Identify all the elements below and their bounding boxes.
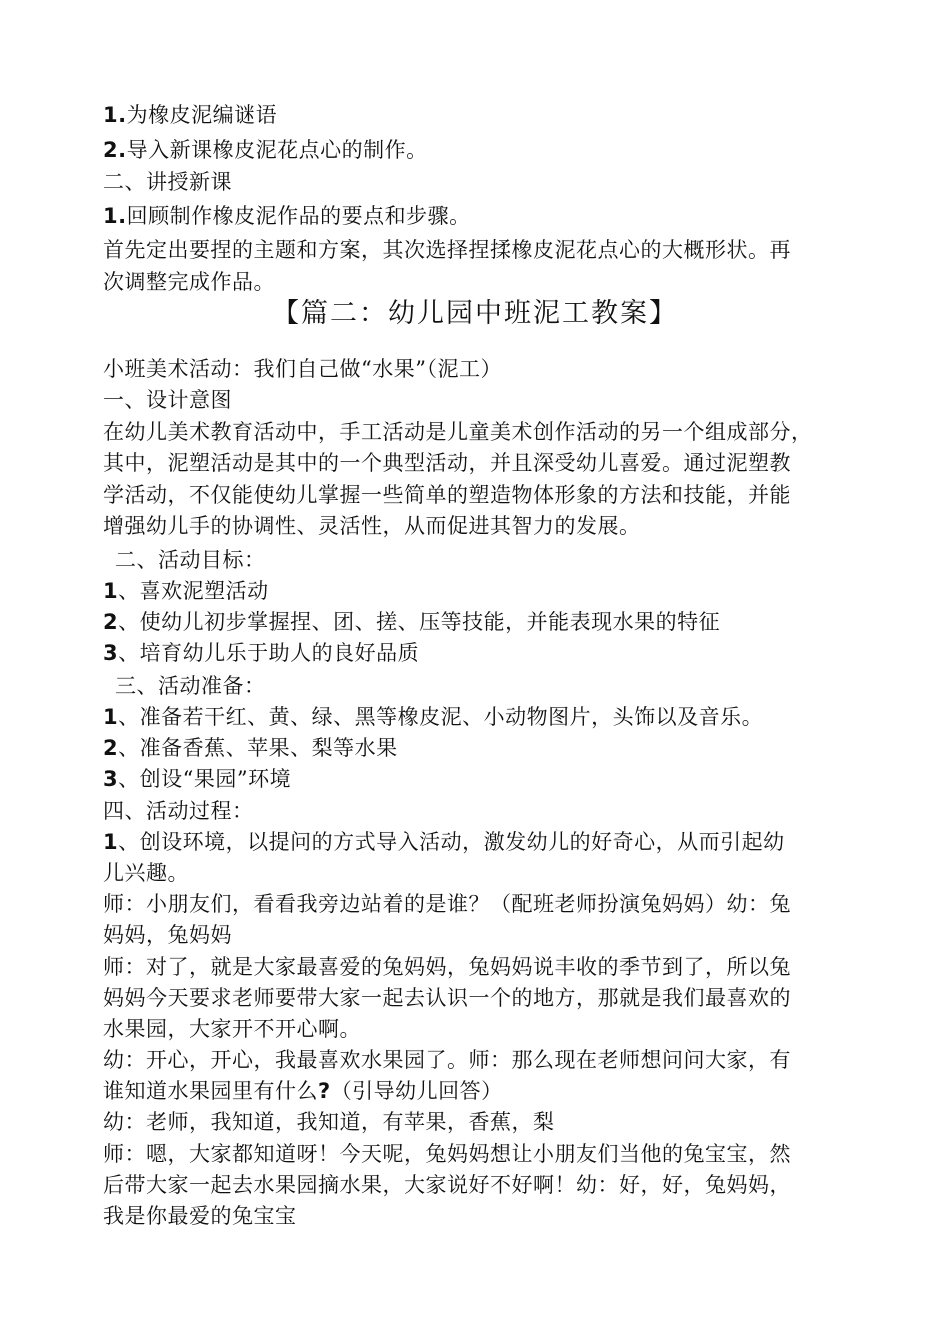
subtitle: 小班美术活动：我们自己做“水果”（泥工）: [103, 357, 502, 381]
dialogue-line: 我是你最爱的兔宝宝: [103, 1204, 297, 1228]
dialogue-line: 妈妈今天要求老师要带大家一起去认识一个的地方，那就是我们最喜欢的: [103, 986, 791, 1010]
section-heading: 三、活动准备：: [115, 674, 266, 698]
dialogue-line: 谁知道水果园里有什么?（引导幼儿回答）: [103, 1079, 503, 1103]
dialogue-line: 师：嗯，大家都知道呀！今天呢，兔妈妈想让小朋友们当他的兔宝宝，然: [103, 1142, 791, 1166]
list-item: 1.回顾制作橡皮泥作品的要点和步骤。: [103, 204, 471, 228]
paragraph-line: 其中，泥塑活动是其中的一个典型活动，并且深受幼儿喜爱。通过泥塑教: [103, 451, 791, 475]
paragraph-line: 在幼儿美术教育活动中，手工活动是儿童美术创作活动的另一个组成部分，: [103, 420, 813, 444]
dialogue-line: 水果园，大家开不开心啊。: [103, 1017, 361, 1041]
list-item: 1.为橡皮泥编谜语: [103, 103, 278, 127]
paragraph-line: 学活动，不仅能使幼儿掌握一些简单的塑造物体形象的方法和技能，并能: [103, 483, 791, 507]
section-title: 【篇二：幼儿园中班泥工教案】: [272, 298, 678, 329]
list-item: 1、准备若干红、黄、绿、黑等橡皮泥、小动物图片，头饰以及音乐。: [103, 705, 764, 729]
list-item: 3、培育幼儿乐于助人的良好品质: [103, 641, 420, 665]
list-item: 2、使幼儿初步掌握捏、团、搓、压等技能，并能表现水果的特征: [103, 610, 721, 634]
dialogue-line: 妈妈，兔妈妈: [103, 923, 232, 947]
dialogue-line: 师：小朋友们，看看我旁边站着的是谁？（配班老师扮演兔妈妈）幼：兔: [103, 892, 791, 916]
section-heading: 四、活动过程：: [103, 799, 254, 823]
section-heading: 一、设计意图: [103, 388, 232, 412]
list-item: 2.导入新课橡皮泥花点心的制作。: [103, 138, 428, 162]
list-item: 3、创设“果园”环境: [103, 767, 292, 791]
list-item: 1、喜欢泥塑活动: [103, 579, 269, 603]
paragraph-line: 次调整完成作品。: [103, 270, 275, 294]
section-heading: 二、讲授新课: [103, 170, 232, 194]
paragraph-line: 增强幼儿手的协调性、灵活性，从而促进其智力的发展。: [103, 514, 641, 538]
dialogue-line: 幼：开心，开心，我最喜欢水果园了。师：那么现在老师想问问大家，有: [103, 1048, 791, 1072]
dialogue-line: 后带大家一起去水果园摘水果，大家说好不好啊！幼：好，好，兔妈妈，: [103, 1173, 791, 1197]
list-item: 1、创设环境，以提问的方式导入活动，激发幼儿的好奇心，从而引起幼: [103, 830, 785, 854]
paragraph-line: 首先定出要捏的主题和方案，其次选择捏揉橡皮泥花点心的大概形状。再: [103, 238, 791, 262]
dialogue-line: 师：对了，就是大家最喜爱的兔妈妈，兔妈妈说丰收的季节到了，所以兔: [103, 955, 791, 979]
dialogue-line: 幼：老师，我知道，我知道，有苹果，香蕉，梨: [103, 1110, 555, 1134]
section-heading: 二、活动目标：: [115, 548, 266, 572]
list-item: 2、准备香蕉、苹果、梨等水果: [103, 736, 398, 760]
paragraph-line: 儿兴趣。: [103, 861, 189, 885]
